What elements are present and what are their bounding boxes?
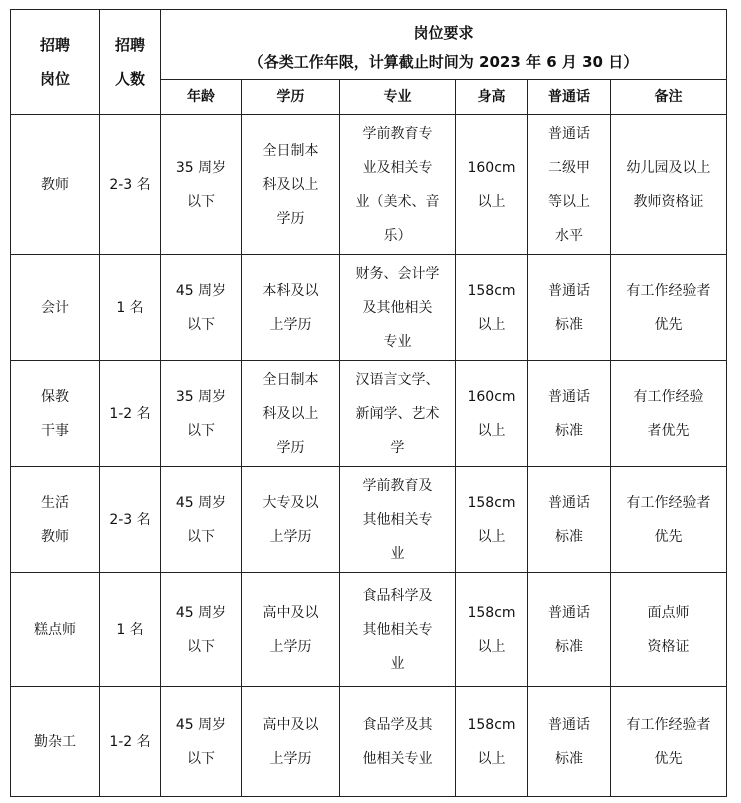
education-cell-text: 全日制本 科及以上 学历: [262, 371, 319, 456]
count-cell: [100, 467, 161, 573]
position-cell-text: 糕点师: [34, 621, 76, 638]
major-cell-text: 汉语言文学、 新闻学、艺术 学: [355, 371, 440, 456]
position-cell: [11, 255, 100, 361]
mandarin-cell-text: 普通话 标准: [548, 282, 590, 333]
major-cell: [340, 573, 456, 687]
notes-cell-text: 有工作经验 者优先: [633, 388, 704, 439]
count-cell: [100, 687, 161, 797]
height-cell-text: 160cm 以上: [467, 159, 516, 210]
position-cell: [11, 361, 100, 467]
major-cell: [340, 115, 456, 255]
age-cell: [161, 467, 242, 573]
notes-cell-text: 有工作经验者 优先: [626, 494, 711, 545]
notes-cell: [611, 255, 727, 361]
height-cell: [456, 361, 528, 467]
mandarin-cell: [528, 115, 611, 255]
table-row: [11, 573, 727, 687]
major-cell-text: 食品学及其 他相关专业: [362, 716, 433, 767]
mandarin-cell-text: 普通话 标准: [548, 388, 590, 439]
mandarin-cell-text: 普通话 标准: [548, 494, 590, 545]
notes-cell-text: 有工作经验者 优先: [626, 716, 711, 767]
mandarin-cell-text: 普通话 二级甲 等以上 水平: [548, 125, 590, 244]
header-notes: 备注: [611, 80, 727, 115]
age-cell-text: 45 周岁 以下: [175, 716, 227, 767]
mandarin-cell: [528, 687, 611, 797]
notes-cell: [611, 573, 727, 687]
height-cell: [456, 115, 528, 255]
major-cell: [340, 687, 456, 797]
age-cell: [161, 361, 242, 467]
recruitment-table: [10, 9, 727, 797]
height-cell: [456, 573, 528, 687]
education-cell: [242, 687, 340, 797]
count-cell-text: 2-3 名: [109, 176, 151, 193]
age-cell-text: 45 周岁 以下: [175, 282, 227, 333]
header-education: 学历: [242, 80, 340, 115]
count-cell: [100, 573, 161, 687]
count-cell-text: 2-3 名: [109, 511, 151, 528]
education-cell-text: 大专及以 上学历: [262, 494, 319, 545]
table-row: [11, 687, 727, 797]
education-cell: [242, 115, 340, 255]
age-cell-text: 45 周岁 以下: [175, 494, 227, 545]
age-cell-text: 35 周岁 以下: [175, 159, 227, 210]
position-cell: [11, 115, 100, 255]
age-cell-text: 45 周岁 以下: [175, 604, 227, 655]
age-cell: [161, 255, 242, 361]
position-cell: [11, 467, 100, 573]
major-cell: [340, 361, 456, 467]
mandarin-cell: [528, 573, 611, 687]
count-cell: [100, 361, 161, 467]
education-cell: [242, 255, 340, 361]
education-cell-text: 全日制本 科及以上 学历: [262, 142, 319, 227]
header-age: 年龄: [161, 80, 242, 115]
table-row: [11, 467, 727, 573]
header-height: 身高: [456, 80, 528, 115]
major-cell: [340, 255, 456, 361]
major-cell-text: 学前教育专 业及相关专 业（美术、音 乐）: [355, 125, 440, 244]
mandarin-cell: [528, 255, 611, 361]
position-cell-text: 会计: [41, 299, 69, 316]
table-row: [11, 255, 727, 361]
count-cell-text: 1-2 名: [109, 405, 151, 422]
position-cell: [11, 687, 100, 797]
major-cell-text: 学前教育及 其他相关专 业: [362, 477, 433, 562]
count-cell-text: 1-2 名: [109, 733, 151, 750]
age-cell-text: 35 周岁 以下: [175, 388, 227, 439]
notes-cell-text: 面点师 资格证: [647, 604, 690, 655]
mandarin-cell-text: 普通话 标准: [548, 604, 590, 655]
header-major: 专业: [340, 80, 456, 115]
major-cell-text: 食品科学及 其他相关专 业: [362, 587, 433, 672]
notes-cell: [611, 115, 727, 255]
education-cell-text: 高中及以 上学历: [262, 604, 319, 655]
height-cell: [456, 687, 528, 797]
height-cell-text: 160cm 以上: [467, 388, 516, 439]
table-row: [11, 115, 727, 255]
height-cell: [456, 467, 528, 573]
position-cell-text: 生活 教师: [41, 494, 69, 545]
mandarin-cell-text: 普通话 标准: [548, 716, 590, 767]
age-cell: [161, 573, 242, 687]
mandarin-cell: [528, 467, 611, 573]
header-mandarin: 普通话: [528, 80, 611, 115]
height-cell: [456, 255, 528, 361]
notes-cell-text: 有工作经验者 优先: [626, 282, 711, 333]
table-row: [11, 361, 727, 467]
age-cell: [161, 115, 242, 255]
notes-cell: [611, 687, 727, 797]
header-requirements: [161, 10, 727, 80]
height-cell-text: 158cm 以上: [467, 604, 516, 655]
requirements-title: 岗位要求: [413, 23, 474, 42]
height-cell-text: 158cm 以上: [467, 494, 516, 545]
major-cell: [340, 467, 456, 573]
notes-cell-text: 幼儿园及以上 教师资格证: [626, 159, 711, 210]
major-cell-text: 财务、会计学 及其他相关 专业: [355, 265, 440, 350]
position-cell-text: 教师: [41, 176, 69, 193]
education-cell-text: 高中及以 上学历: [262, 716, 319, 767]
height-cell-text: 158cm 以上: [467, 716, 516, 767]
header-count: 招聘 人数: [100, 10, 161, 115]
notes-cell: [611, 467, 727, 573]
header-position: 招聘 岗位: [11, 10, 100, 115]
education-cell: [242, 573, 340, 687]
position-cell: [11, 573, 100, 687]
position-cell-text: 勤杂工: [34, 733, 76, 750]
count-cell-text: 1 名: [116, 299, 144, 316]
count-cell: [100, 115, 161, 255]
count-cell: [100, 255, 161, 361]
education-cell: [242, 467, 340, 573]
height-cell-text: 158cm 以上: [467, 282, 516, 333]
education-cell: [242, 361, 340, 467]
mandarin-cell: [528, 361, 611, 467]
education-cell-text: 本科及以 上学历: [262, 282, 319, 333]
position-cell-text: 保教 干事: [41, 388, 69, 439]
notes-cell: [611, 361, 727, 467]
count-cell-text: 1 名: [116, 621, 144, 638]
age-cell: [161, 687, 242, 797]
requirements-note: （各类工作年限，计算截止时间为 2023 年 6 月 30 日）: [248, 52, 639, 71]
